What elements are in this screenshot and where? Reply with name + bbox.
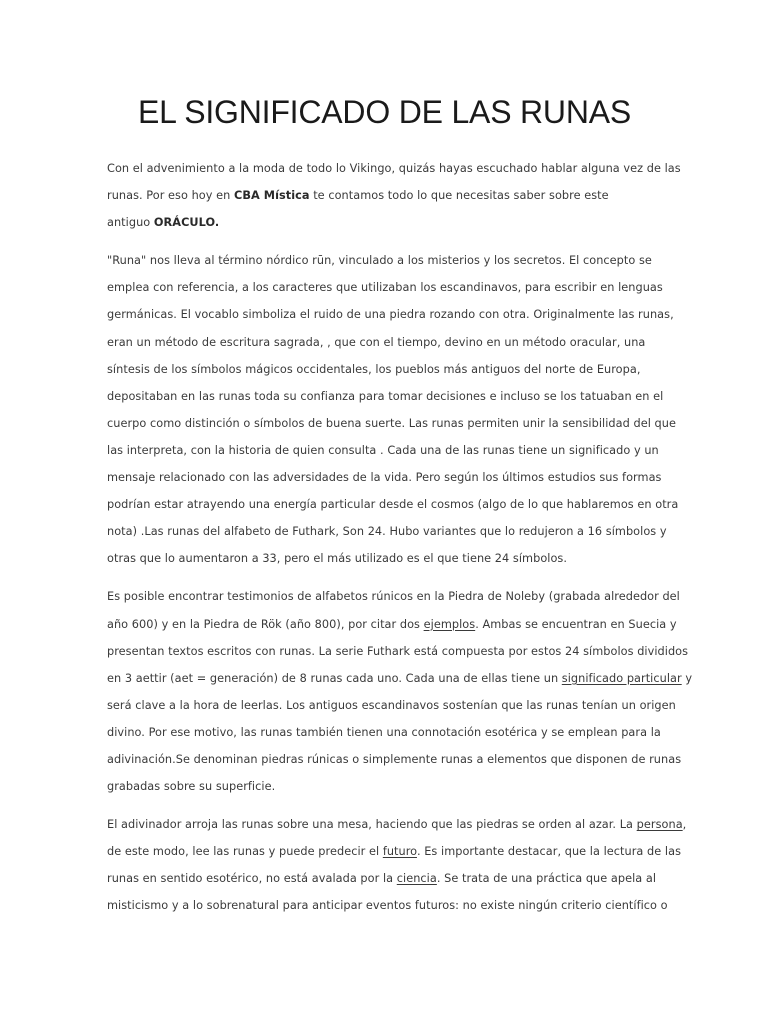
link-significado-particular[interactable]: significado particular [561, 671, 682, 685]
text-line [107, 383, 662, 410]
text-run: otras que lo aumentaron a 33, pero el más utilizado es el que tiene 24 símbolos. [107, 552, 568, 566]
text-run: germánicas. El vocablo simboliza el ruido de una piedra rozando con otra. Originalmente las runas, [107, 308, 674, 322]
link-futuro[interactable]: futuro [382, 845, 417, 859]
paragraph [107, 811, 687, 919]
text-run: , [682, 818, 687, 832]
page-title: EL SIGNIFICADO DE LAS RUNAS [137, 94, 632, 130]
text-line [107, 329, 662, 356]
text-line [107, 301, 674, 328]
link-persona[interactable]: persona [636, 818, 683, 832]
paragraph [107, 155, 681, 236]
text-line [107, 773, 662, 800]
text-line [107, 182, 662, 209]
text-run: El adivinador arroja las runas sobre una mesa, haciendo que las piedras se orden al azar. La [107, 818, 637, 832]
link-ejemplos[interactable]: ejemplos [423, 617, 476, 631]
text-line [107, 665, 693, 692]
text-line [107, 719, 662, 746]
text-line [107, 611, 677, 638]
text-run: . Ambas se encuentran en Suecia y [475, 617, 677, 631]
bold-text: CBA Mística [234, 189, 310, 203]
text-line [107, 491, 679, 518]
text-run: grabadas sobre su superficie. [107, 780, 276, 794]
text-run: las interpreta, con la historia de quien consulta . Cada una de las runas tiene un significado y un [107, 443, 659, 457]
text-run: de este modo, lee las runas y puede predecir el [107, 845, 383, 859]
text-run: Es posible encontrar testimonios de alfabetos rúnicos en la Piedra de Noleby (grabada alrededor del [107, 590, 680, 604]
text-run: Con el advenimiento a la moda de todo lo Vikingo, quizás hayas escuchado hablar alguna vez de las [107, 162, 681, 175]
text-run: "Runa" nos lleva al término nórdico rūn, vinculado a los misterios y los secretos. El concepto se [107, 254, 652, 268]
text-run: y [681, 671, 693, 685]
text-line [107, 892, 668, 919]
text-line [107, 545, 662, 572]
text-run: cuerpo como distinción o símbolos de buena suerte. Las runas permiten unir la sensibilidad del que [107, 416, 676, 430]
text-run: runas. Por eso hoy en [107, 189, 234, 203]
text-run: misticismo y a lo sobrenatural para anticipar eventos futuros: no existe ningún criterio científico o [107, 899, 668, 913]
text-run: runas en sentido esotérico, no está avalada por la [107, 872, 397, 886]
text-run: eran un método de escritura sagrada, , que con el tiempo, devino en un método oracular, una [107, 335, 646, 349]
document-body [107, 155, 693, 920]
bold-text: ORÁCULO. [153, 216, 220, 230]
text-run: divino. Por ese motivo, las runas también tienen una connotación esotérica y se emplean para la [107, 725, 661, 739]
text-line [107, 155, 681, 182]
text-run: podrían estar atrayendo una energía particular desde el cosmos (algo de lo que hablaremos en otra [107, 498, 679, 512]
text-run: nota) .Las runas del alfabeto de Futhark, Son 24. Hubo variantes que lo redujeron a 16 símbolos y [107, 525, 667, 539]
text-run: adivinación.Se denominan piedras rúnicas o simplemente runas a elementos que disponen de runas [107, 752, 682, 766]
text-run: síntesis de los símbolos mágicos occidentales, los pueblos más antiguos del norte de Europa, [107, 362, 641, 376]
text-run: en 3 aettir (aet = generación) de 8 runas cada uno. Cada una de ellas tiene un [107, 671, 562, 685]
text-run: presentan textos escritos con runas. La serie Futhark está compuesta por estos 24 símbolos divididos [107, 644, 689, 658]
text-run: . Es importante destacar, que la lectura de las [416, 845, 682, 859]
text-run: . Se trata de una práctica que apela al [436, 872, 657, 886]
text-line [107, 274, 662, 301]
text-line [107, 247, 662, 274]
text-line [107, 356, 662, 383]
text-run: año 600) y en la Piedra de Rök (año 800), por citar dos [107, 617, 424, 631]
link-ciencia[interactable]: ciencia [396, 872, 437, 886]
paragraph [107, 247, 679, 572]
text-run: antiguo [107, 216, 154, 230]
text-run: será clave a la hora de leerlas. Los antiguos escandinavos sostenían que las runas tenían un origen [107, 698, 676, 712]
text-run: emplea con referencia, a los caracteres que utilizaban los escandinavos, para escribir en lenguas [107, 281, 663, 295]
text-run: depositaban en las runas toda su confianza para tomar decisiones e incluso se los tatuaban en el [107, 389, 664, 403]
text-line [107, 746, 682, 773]
text-line [107, 583, 680, 610]
text-line [107, 464, 662, 491]
text-line [107, 410, 676, 437]
text-line [107, 638, 689, 665]
text-line [107, 518, 667, 545]
text-line [107, 437, 662, 464]
text-run: te contamos todo lo que necesitas saber sobre este [309, 189, 609, 203]
text-line [107, 838, 682, 865]
text-line [107, 692, 676, 719]
paragraph [107, 583, 693, 800]
text-line [107, 209, 662, 236]
text-run: mensaje relacionado con las adversidades de la vida. Pero según los últimos estudios sus formas [107, 471, 662, 485]
text-line [107, 865, 662, 892]
text-line [107, 811, 687, 838]
